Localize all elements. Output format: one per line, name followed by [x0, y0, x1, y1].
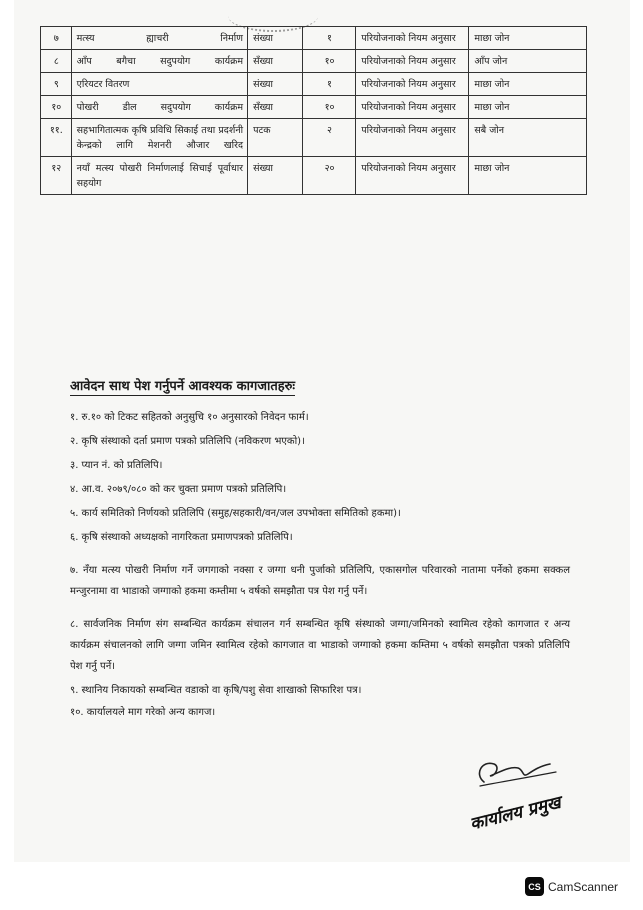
cell-basis: परियोजनाको नियम अनुसार — [356, 73, 469, 96]
program-table — [40, 26, 587, 195]
table-row — [41, 50, 587, 73]
cell-quantity: १० — [302, 96, 355, 119]
document-item-8: ८. सार्वजनिक निर्माण संग सम्बन्धित कार्यक्रम संचालन गर्न सम्बन्धित कृषि संस्थाको जग्गा/जमिनको स्वामित्व रहेको कागजात र अन्य कार्यक्रम संचालनको लागि जग्गा जमिन स्वामित्व रहेको कागजात वा भाडाको जग्गाको हकमा कम्तिमा ५ वर्षको समझौता पत्रको प्रतिलिपि पेश गर्नु पर्ने। — [70, 619, 570, 672]
cell-unit: संख्या — [248, 73, 303, 96]
cell-program: नयाँ मत्स्य पोखरी निर्माणलाई सिचाई पूर्वाधार सहयोग — [71, 157, 247, 195]
cell-quantity: १० — [302, 50, 355, 73]
documents-heading: आवेदन साथ पेश गर्नुपर्ने आवश्यक कागजातहरुः — [70, 376, 295, 396]
cell-serial: १० — [41, 96, 72, 119]
table-row — [41, 96, 587, 119]
documents-list — [70, 410, 570, 721]
cell-basis: परियोजनाको नियम अनुसार — [356, 96, 469, 119]
cell-serial: ९ — [41, 73, 72, 96]
table-row — [41, 119, 587, 157]
table-row — [41, 73, 587, 96]
document-item-7: ७. नँया मत्स्य पोखरी निर्माण गर्ने जगगाको नक्सा र जग्गा धनी पुर्जाको प्रतिलिपि, एकासगोल परिवारको नातामा पर्नेको हकमा सक्कल मन्जुरनामा वा भाडाको जग्गाको हकमा कम्तीमा ५ वर्षको समझौता पत्र पेश गर्नु पर्ने। — [70, 565, 570, 597]
table-row — [41, 157, 587, 195]
cell-unit: पटक — [248, 119, 303, 157]
cell-basis: परियोजनाको नियम अनुसार — [356, 50, 469, 73]
document-item-9: ९. स्थानिय निकायको सम्बन्धित वडाको वा कृषि/पशु सेवा शाखाको सिफारिश पत्र। — [70, 685, 362, 696]
cell-zone: आँप जोन — [469, 50, 587, 73]
cell-program: आँप बगैचा सदुपयोग कार्यक्रम — [71, 50, 247, 73]
cell-zone: माछा जोन — [469, 157, 587, 195]
document-item-6: ६. कृषि संस्थाको अध्यक्षको नागरिकता प्रमाणपत्रको प्रतिलिपि। — [70, 532, 293, 543]
cell-program: पोखरी डील सदुपयोग कार्यक्रम — [71, 96, 247, 119]
cell-basis: परियोजनाको नियम अनुसार — [356, 157, 469, 195]
document-item-2: २. कृषि संस्थाको दर्ता प्रमाण पत्रको प्रतिलिपि (नविकरण भएको)। — [70, 436, 305, 447]
cell-serial: ११. — [41, 119, 72, 157]
cell-quantity: १ — [302, 73, 355, 96]
table-row — [41, 27, 587, 50]
camscanner-watermark — [525, 877, 618, 896]
cell-zone: माछा जोन — [469, 27, 587, 50]
cell-serial: ७ — [41, 27, 72, 50]
cell-unit: सँख्या — [248, 96, 303, 119]
cell-quantity: २ — [302, 119, 355, 157]
document-item-10: १०. कार्यालयले माग गरेको अन्य कागज। — [70, 707, 216, 718]
cell-program: एरियटर वितरण — [71, 73, 247, 96]
office-head-label: कार्यालय प्रमुख — [467, 792, 563, 835]
document-item-3: ३. प्यान नं. को प्रतिलिपि। — [70, 460, 163, 471]
cell-program: सहभागितात्मक कृषि प्रविधि सिकाई तथा प्रदर्शनी केन्द्रको लागि मेशनरी औजार खरिद — [71, 119, 247, 157]
cell-serial: १२ — [41, 157, 72, 195]
document-item-1: १. रु.१० को टिकट सहितको अनुसुचि १० अनुसारको निवेदन फार्म। — [70, 412, 309, 423]
document-item-5: ५. कार्य समितिको निर्णयको प्रतिलिपि (समुह/सहकारी/वन/जल उपभोक्ता समितिको हकमा)। — [70, 508, 401, 519]
cell-quantity: २० — [302, 157, 355, 195]
cell-program: मत्स्य ह्याचरी निर्माण — [71, 27, 247, 50]
signature-scribble — [470, 752, 560, 790]
cell-unit: संख्या — [248, 27, 303, 50]
camscanner-logo-icon: CS — [525, 877, 544, 896]
camscanner-label: CamScanner — [548, 879, 619, 894]
cell-unit: संख्या — [248, 157, 303, 195]
cell-zone: माछा जोन — [469, 73, 587, 96]
cell-serial: ८ — [41, 50, 72, 73]
cell-unit: सँख्या — [248, 50, 303, 73]
cell-basis: परियोजनाको नियम अनुसार — [356, 27, 469, 50]
cell-quantity: १ — [302, 27, 355, 50]
document-item-4: ४. आ.व. २०७९/०८० को कर चुक्ता प्रमाण पत्रको प्रतिलिपि। — [70, 484, 287, 495]
cell-basis: परियोजनाको नियम अनुसार — [356, 119, 469, 157]
cell-zone: सबै जोन — [469, 119, 587, 157]
cell-zone: माछा जोन — [469, 96, 587, 119]
